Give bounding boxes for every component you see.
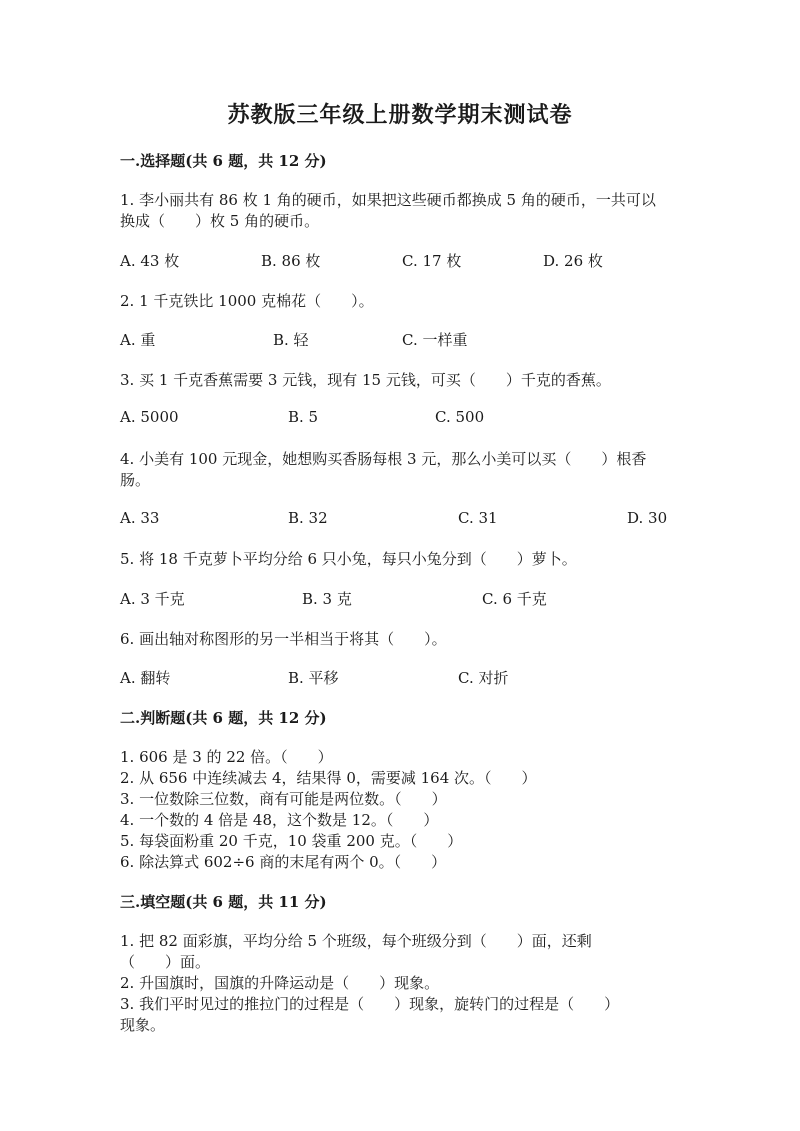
option: A. 33 xyxy=(120,509,160,527)
section-heading-choice: 一.选择题(共 6 题，共 12 分) xyxy=(120,152,327,170)
list-item: 3. 我们平时见过的推拉门的过程是（ ）现象，旋转门的过程是（ ） xyxy=(120,995,620,1013)
option: B. 32 xyxy=(288,509,328,527)
list-item: 1. 把 82 面彩旗，平均分给 5 个班级，每个班级分到（ ）面，还剩 xyxy=(120,932,592,950)
list-item: （ ）面。 xyxy=(120,953,211,971)
list-item: 5. 每袋面粉重 20 千克，10 袋重 200 克。（ ） xyxy=(120,832,463,850)
option: C. 17 枚 xyxy=(402,252,462,270)
option: B. 3 克 xyxy=(302,590,352,608)
option: D. 26 枚 xyxy=(543,252,603,270)
list-item: 2. 从 656 中连续减去 4，结果得 0，需要减 164 次。（ ） xyxy=(120,769,537,787)
question-text: 1. 李小丽共有 86 枚 1 角的硬币，如果把这些硬币都换成 5 角的硬币，一共可以 xyxy=(120,191,656,209)
list-item: 3. 一位数除三位数，商有可能是两位数。（ ） xyxy=(120,790,447,808)
option: C. 一样重 xyxy=(402,331,468,349)
section-heading-fill-blank: 三.填空题(共 6 题，共 11 分) xyxy=(120,893,327,911)
option: C. 500 xyxy=(435,408,485,426)
page-title: 苏教版三年级上册数学期末测试卷 xyxy=(227,102,573,128)
option: A. 5000 xyxy=(120,408,179,426)
option: C. 对折 xyxy=(458,669,509,687)
question-text: 2. 1 千克铁比 1000 克棉花（ ）。 xyxy=(120,292,374,310)
option: A. 43 枚 xyxy=(120,252,180,270)
option: B. 5 xyxy=(288,408,319,426)
question-text: 肠。 xyxy=(120,471,151,489)
option: A. 翻转 xyxy=(120,669,171,687)
question-text: 6. 画出轴对称图形的另一半相当于将其（ ）。 xyxy=(120,630,447,648)
list-item: 2. 升国旗时，国旗的升降运动是（ ）现象。 xyxy=(120,974,440,992)
list-item: 现象。 xyxy=(120,1016,166,1034)
option: B. 平移 xyxy=(288,669,339,687)
option: C. 31 xyxy=(458,509,498,527)
list-item: 6. 除法算式 602÷6 商的末尾有两个 0。（ ） xyxy=(120,853,447,871)
question-text: 4. 小美有 100 元现金，她想购买香肠每根 3 元，那么小美可以买（ ）根香 xyxy=(120,450,647,468)
question-text: 换成（ ）枚 5 角的硬币。 xyxy=(120,212,320,230)
list-item: 1. 606 是 3 的 22 倍。（ ） xyxy=(120,748,333,766)
section-heading-judgement: 二.判断题(共 6 题，共 12 分) xyxy=(120,709,327,727)
question-text: 3. 买 1 千克香蕉需要 3 元钱，现有 15 元钱，可买（ ）千克的香蕉。 xyxy=(120,371,611,389)
option: B. 轻 xyxy=(273,331,309,349)
option: A. 重 xyxy=(120,331,156,349)
question-text: 5. 将 18 千克萝卜平均分给 6 只小兔，每只小兔分到（ ）萝卜。 xyxy=(120,550,577,568)
option: D. 30 xyxy=(627,509,668,527)
option: B. 86 枚 xyxy=(261,252,321,270)
option: A. 3 千克 xyxy=(120,590,185,608)
list-item: 4. 一个数的 4 倍是 48，这个数是 12。（ ） xyxy=(120,811,439,829)
option: C. 6 千克 xyxy=(482,590,547,608)
